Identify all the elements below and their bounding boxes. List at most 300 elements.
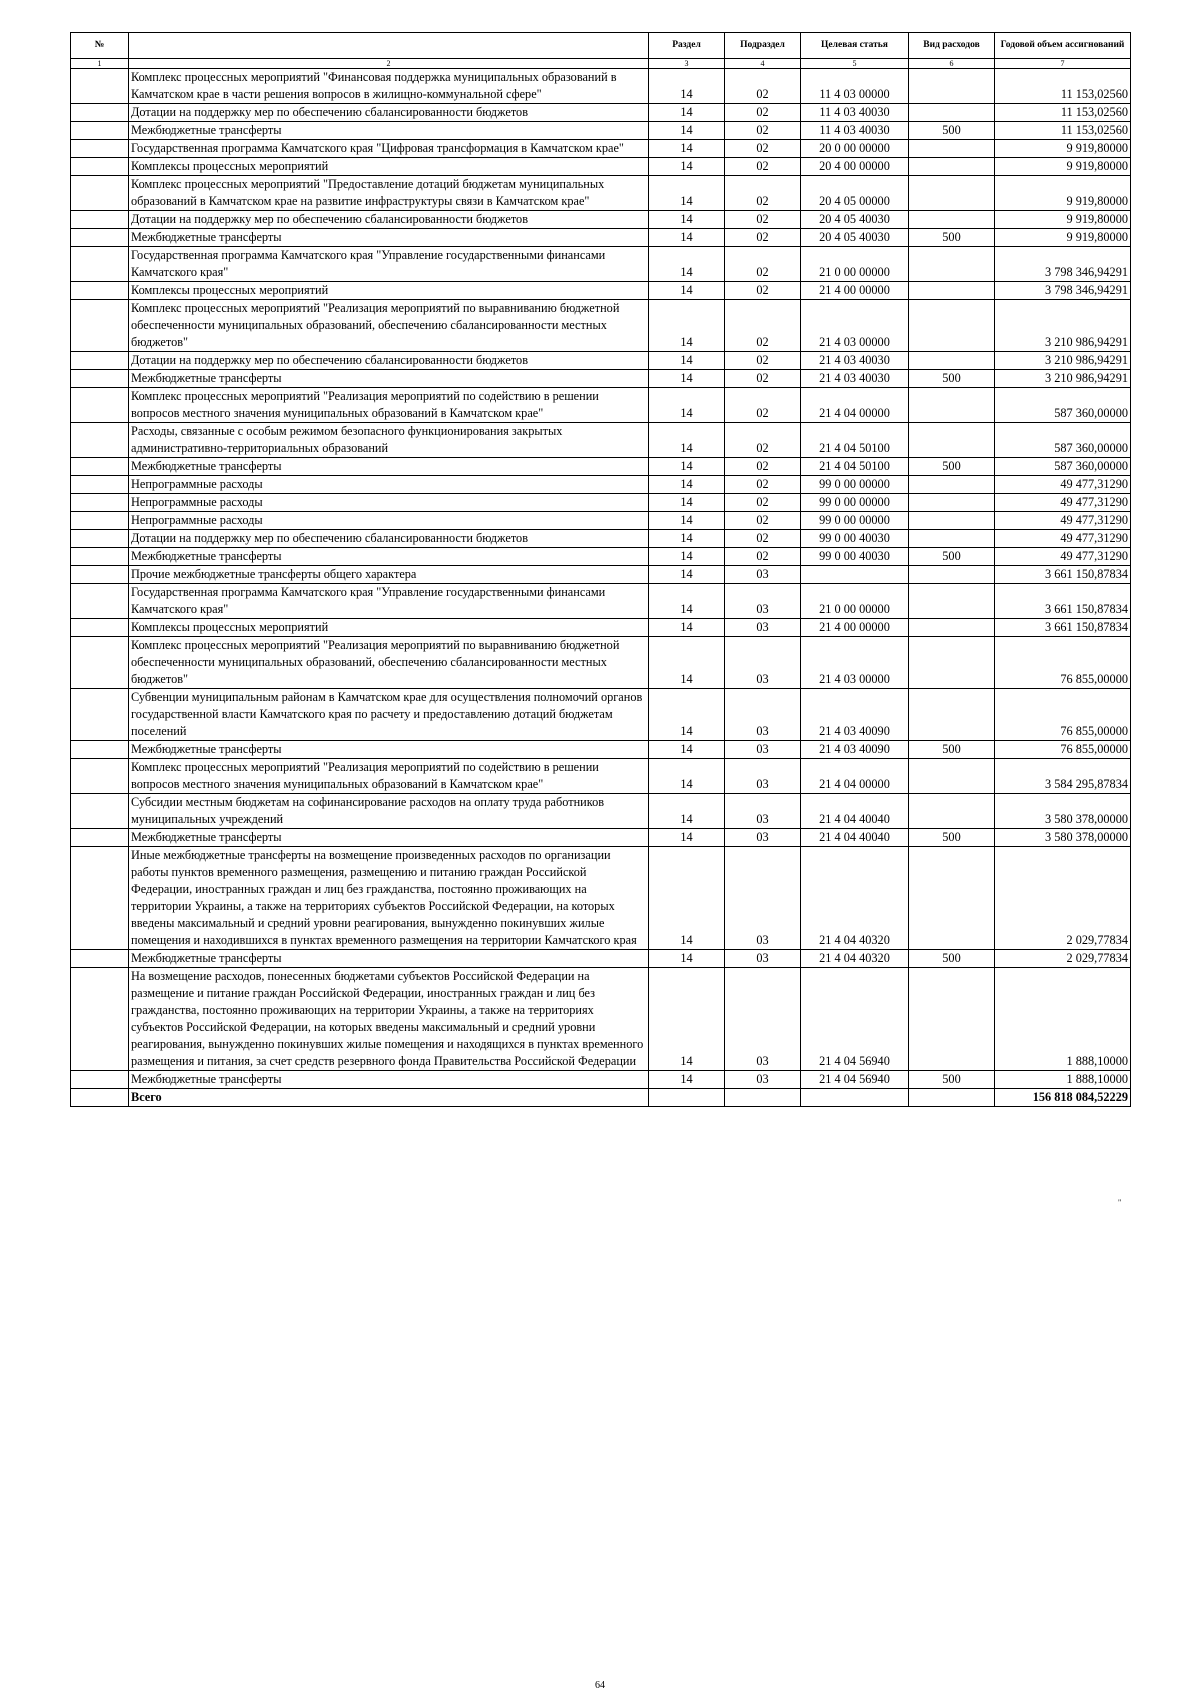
cell-subsection: 03 <box>725 829 801 847</box>
cell-exptype <box>909 423 995 458</box>
table-row <box>71 104 1131 122</box>
cell-section: 14 <box>649 637 725 689</box>
cell-amount: 11 153,02560 <box>995 122 1131 140</box>
cell-exptype <box>909 566 995 584</box>
cell-target: 99 0 00 00000 <box>801 476 909 494</box>
cell-amount: 587 360,00000 <box>995 423 1131 458</box>
colnum: 5 <box>801 59 909 69</box>
cell-no <box>71 950 129 968</box>
cell-section: 14 <box>649 229 725 247</box>
cell-name: Субсидии местным бюджетам на софинансирование расходов на оплату труда работников муниципальных учреждений <box>129 794 649 829</box>
cell-amount: 76 855,00000 <box>995 637 1131 689</box>
table-row <box>71 229 1131 247</box>
closing-quote-mark: " <box>1118 1198 1122 1207</box>
cell-amount: 9 919,80000 <box>995 229 1131 247</box>
cell-exptype <box>909 847 995 950</box>
cell-subsection: 02 <box>725 370 801 388</box>
cell-name: Комплекс процессных мероприятий "Предоставление дотаций бюджетам муниципальных образований в Камчатском крае на развитие инфраструктуры связи в Камчатском крае" <box>129 176 649 211</box>
cell-name: Межбюджетные трансферты <box>129 122 649 140</box>
cell-no <box>71 566 129 584</box>
cell-name: Межбюджетные трансферты <box>129 829 649 847</box>
cell-section: 14 <box>649 158 725 176</box>
cell-exptype <box>909 494 995 512</box>
page-number: 64 <box>595 1680 605 1691</box>
total-no-cell <box>71 1089 129 1107</box>
cell-subsection: 02 <box>725 122 801 140</box>
cell-no <box>71 689 129 741</box>
total-empty-cell <box>909 1089 995 1107</box>
cell-subsection: 03 <box>725 968 801 1071</box>
cell-target: 21 0 00 00000 <box>801 584 909 619</box>
total-amount: 156 818 084,52229 <box>995 1089 1131 1107</box>
cell-subsection: 02 <box>725 69 801 104</box>
cell-target: 21 4 04 40320 <box>801 950 909 968</box>
cell-no <box>71 1071 129 1089</box>
cell-exptype <box>909 968 995 1071</box>
table-row <box>71 211 1131 229</box>
cell-name: Комплекс процессных мероприятий "Финансовая поддержка муниципальных образований в Камчатском крае в части решения вопросов в жилищно-коммунальной сфере" <box>129 69 649 104</box>
cell-amount: 3 661 150,87834 <box>995 566 1131 584</box>
table-body <box>71 69 1131 1107</box>
cell-section: 14 <box>649 176 725 211</box>
cell-amount: 3 798 346,94291 <box>995 282 1131 300</box>
cell-exptype: 500 <box>909 1071 995 1089</box>
cell-exptype <box>909 176 995 211</box>
table-row <box>71 494 1131 512</box>
cell-target: 21 4 04 00000 <box>801 388 909 423</box>
cell-section: 14 <box>649 69 725 104</box>
cell-amount: 11 153,02560 <box>995 69 1131 104</box>
table-row <box>71 122 1131 140</box>
cell-name: Непрограммные расходы <box>129 494 649 512</box>
cell-target: 21 4 04 50100 <box>801 423 909 458</box>
cell-exptype <box>909 69 995 104</box>
cell-exptype: 500 <box>909 829 995 847</box>
cell-section: 14 <box>649 794 725 829</box>
cell-exptype: 500 <box>909 950 995 968</box>
cell-amount: 1 888,10000 <box>995 968 1131 1071</box>
cell-subsection: 02 <box>725 211 801 229</box>
cell-section: 14 <box>649 282 725 300</box>
cell-amount: 3 661 150,87834 <box>995 619 1131 637</box>
cell-amount: 587 360,00000 <box>995 458 1131 476</box>
cell-name: Межбюджетные трансферты <box>129 741 649 759</box>
table-row <box>71 689 1131 741</box>
cell-exptype <box>909 689 995 741</box>
cell-no <box>71 423 129 458</box>
cell-subsection: 02 <box>725 530 801 548</box>
cell-name: Государственная программа Камчатского края "Цифровая трансформация в Камчатском крае" <box>129 140 649 158</box>
cell-no <box>71 140 129 158</box>
cell-section: 14 <box>649 300 725 352</box>
header-subsection: Подраздел <box>725 33 801 59</box>
cell-subsection: 02 <box>725 104 801 122</box>
cell-subsection: 02 <box>725 352 801 370</box>
total-empty-cell <box>725 1089 801 1107</box>
cell-target: 21 4 00 00000 <box>801 619 909 637</box>
cell-target: 21 4 04 56940 <box>801 1071 909 1089</box>
table-row <box>71 619 1131 637</box>
cell-section: 14 <box>649 548 725 566</box>
cell-name: Комплекс процессных мероприятий "Реализация мероприятий по содействию в решении вопросов местного значения муниципальных образований в Камчатском крае" <box>129 759 649 794</box>
cell-name: Межбюджетные трансферты <box>129 370 649 388</box>
cell-name: Комплекс процессных мероприятий "Реализация мероприятий по содействию в решении вопросов местного значения муниципальных образований в Камчатском крае" <box>129 388 649 423</box>
cell-exptype <box>909 140 995 158</box>
cell-subsection: 02 <box>725 158 801 176</box>
cell-name: Субвенции муниципальным районам в Камчатском крае для осуществления полномочий органов государственной власти Камчатского края по расчету и предоставлению дотаций бюджетам поселений <box>129 689 649 741</box>
cell-no <box>71 637 129 689</box>
cell-exptype: 500 <box>909 548 995 566</box>
cell-subsection: 02 <box>725 300 801 352</box>
cell-exptype <box>909 352 995 370</box>
cell-subsection: 02 <box>725 388 801 423</box>
colnum: 3 <box>649 59 725 69</box>
cell-section: 14 <box>649 211 725 229</box>
cell-target: 20 4 05 40030 <box>801 211 909 229</box>
cell-amount: 3 210 986,94291 <box>995 352 1131 370</box>
cell-name: Государственная программа Камчатского края "Управление государственными финансами Камчатского края" <box>129 247 649 282</box>
cell-exptype <box>909 476 995 494</box>
cell-no <box>71 176 129 211</box>
cell-section: 14 <box>649 352 725 370</box>
cell-subsection: 03 <box>725 619 801 637</box>
cell-target: 11 4 03 40030 <box>801 104 909 122</box>
cell-target: 21 4 03 00000 <box>801 300 909 352</box>
cell-subsection: 02 <box>725 458 801 476</box>
cell-name: Дотации на поддержку мер по обеспечению сбалансированности бюджетов <box>129 104 649 122</box>
cell-amount: 49 477,31290 <box>995 512 1131 530</box>
cell-amount: 9 919,80000 <box>995 176 1131 211</box>
cell-name: Непрограммные расходы <box>129 512 649 530</box>
cell-target: 21 4 03 00000 <box>801 637 909 689</box>
cell-no <box>71 104 129 122</box>
table-row <box>71 512 1131 530</box>
cell-subsection: 03 <box>725 637 801 689</box>
table-row <box>71 794 1131 829</box>
cell-no <box>71 548 129 566</box>
table-row <box>71 352 1131 370</box>
table-row <box>71 158 1131 176</box>
cell-amount: 2 029,77834 <box>995 950 1131 968</box>
table-row <box>71 548 1131 566</box>
cell-subsection: 02 <box>725 548 801 566</box>
cell-section: 14 <box>649 829 725 847</box>
cell-subsection: 03 <box>725 794 801 829</box>
cell-no <box>71 229 129 247</box>
cell-amount: 1 888,10000 <box>995 1071 1131 1089</box>
total-empty-cell <box>801 1089 909 1107</box>
cell-exptype <box>909 247 995 282</box>
cell-target: 20 4 05 00000 <box>801 176 909 211</box>
cell-target: 21 4 04 40040 <box>801 794 909 829</box>
table-row <box>71 458 1131 476</box>
cell-name: Дотации на поддержку мер по обеспечению сбалансированности бюджетов <box>129 352 649 370</box>
table-row <box>71 584 1131 619</box>
cell-amount: 49 477,31290 <box>995 548 1131 566</box>
cell-no <box>71 69 129 104</box>
cell-amount: 49 477,31290 <box>995 494 1131 512</box>
cell-subsection: 03 <box>725 584 801 619</box>
cell-no <box>71 282 129 300</box>
table-row <box>71 847 1131 950</box>
cell-amount: 3 580 378,00000 <box>995 794 1131 829</box>
cell-target: 99 0 00 40030 <box>801 548 909 566</box>
table-row <box>71 247 1131 282</box>
cell-section: 14 <box>649 140 725 158</box>
table-row <box>71 968 1131 1071</box>
colnum: 4 <box>725 59 801 69</box>
cell-amount: 2 029,77834 <box>995 847 1131 950</box>
cell-exptype <box>909 300 995 352</box>
cell-no <box>71 476 129 494</box>
cell-no <box>71 158 129 176</box>
cell-section: 14 <box>649 530 725 548</box>
cell-no <box>71 741 129 759</box>
cell-section: 14 <box>649 584 725 619</box>
cell-subsection: 03 <box>725 759 801 794</box>
cell-section: 14 <box>649 388 725 423</box>
cell-name: Межбюджетные трансферты <box>129 950 649 968</box>
cell-section: 14 <box>649 122 725 140</box>
cell-subsection: 03 <box>725 741 801 759</box>
cell-subsection: 02 <box>725 229 801 247</box>
cell-no <box>71 388 129 423</box>
colnum: 7 <box>995 59 1131 69</box>
cell-name: Государственная программа Камчатского края "Управление государственными финансами Камчатского края" <box>129 584 649 619</box>
cell-target: 21 4 03 40090 <box>801 689 909 741</box>
cell-target: 21 4 03 40090 <box>801 741 909 759</box>
cell-exptype <box>909 388 995 423</box>
cell-subsection: 02 <box>725 476 801 494</box>
cell-name: Межбюджетные трансферты <box>129 548 649 566</box>
cell-name: Непрограммные расходы <box>129 476 649 494</box>
cell-section: 14 <box>649 689 725 741</box>
cell-section: 14 <box>649 619 725 637</box>
cell-section: 14 <box>649 1071 725 1089</box>
cell-subsection: 02 <box>725 494 801 512</box>
cell-target: 21 4 04 56940 <box>801 968 909 1071</box>
cell-no <box>71 352 129 370</box>
header-section: Раздел <box>649 33 725 59</box>
cell-name: Прочие межбюджетные трансферты общего характера <box>129 566 649 584</box>
cell-section: 14 <box>649 423 725 458</box>
cell-exptype <box>909 530 995 548</box>
cell-subsection: 02 <box>725 140 801 158</box>
cell-target: 99 0 00 00000 <box>801 512 909 530</box>
cell-exptype <box>909 512 995 530</box>
colnum: 2 <box>129 59 649 69</box>
cell-exptype: 500 <box>909 458 995 476</box>
cell-amount: 9 919,80000 <box>995 158 1131 176</box>
cell-target: 21 0 00 00000 <box>801 247 909 282</box>
cell-amount: 49 477,31290 <box>995 530 1131 548</box>
cell-subsection: 03 <box>725 950 801 968</box>
cell-target: 21 4 03 40030 <box>801 370 909 388</box>
cell-exptype: 500 <box>909 741 995 759</box>
cell-section: 14 <box>649 494 725 512</box>
cell-target: 21 4 03 40030 <box>801 352 909 370</box>
table-row <box>71 829 1131 847</box>
cell-section: 14 <box>649 512 725 530</box>
cell-no <box>71 794 129 829</box>
cell-target: 11 4 03 00000 <box>801 69 909 104</box>
cell-amount: 76 855,00000 <box>995 741 1131 759</box>
table-row <box>71 69 1131 104</box>
cell-target: 21 4 04 50100 <box>801 458 909 476</box>
header-row <box>71 33 1131 59</box>
cell-no <box>71 122 129 140</box>
table-row <box>71 476 1131 494</box>
column-number-row <box>71 59 1131 69</box>
cell-section: 14 <box>649 566 725 584</box>
cell-no <box>71 847 129 950</box>
cell-section: 14 <box>649 968 725 1071</box>
cell-target: 21 4 04 40320 <box>801 847 909 950</box>
cell-no <box>71 370 129 388</box>
table-row <box>71 140 1131 158</box>
cell-amount: 9 919,80000 <box>995 211 1131 229</box>
cell-subsection: 03 <box>725 566 801 584</box>
cell-target <box>801 566 909 584</box>
table-row <box>71 530 1131 548</box>
cell-no <box>71 211 129 229</box>
cell-amount: 587 360,00000 <box>995 388 1131 423</box>
table-row <box>71 741 1131 759</box>
cell-name: Межбюджетные трансферты <box>129 229 649 247</box>
cell-amount: 11 153,02560 <box>995 104 1131 122</box>
table-row <box>71 282 1131 300</box>
table-row <box>71 388 1131 423</box>
cell-exptype <box>909 637 995 689</box>
cell-section: 14 <box>649 458 725 476</box>
cell-exptype <box>909 158 995 176</box>
cell-amount: 9 919,80000 <box>995 140 1131 158</box>
cell-no <box>71 512 129 530</box>
cell-section: 14 <box>649 370 725 388</box>
cell-no <box>71 300 129 352</box>
cell-section: 14 <box>649 950 725 968</box>
cell-name: Комплексы процессных мероприятий <box>129 282 649 300</box>
cell-no <box>71 458 129 476</box>
cell-target: 20 4 00 00000 <box>801 158 909 176</box>
cell-name: Комплекс процессных мероприятий "Реализация мероприятий по выравниванию бюджетной обеспеченности муниципальных образований, обеспечению сбалансированности местных бюджетов" <box>129 637 649 689</box>
header-target: Целевая статья <box>801 33 909 59</box>
allocation-table <box>70 32 1131 1107</box>
colnum: 6 <box>909 59 995 69</box>
cell-target: 99 0 00 00000 <box>801 494 909 512</box>
cell-section: 14 <box>649 759 725 794</box>
cell-name: Межбюджетные трансферты <box>129 1071 649 1089</box>
cell-target: 11 4 03 40030 <box>801 122 909 140</box>
cell-section: 14 <box>649 104 725 122</box>
cell-section: 14 <box>649 247 725 282</box>
cell-name: Расходы, связанные с особым режимом безопасного функционирования закрытых административно-территориальных образований <box>129 423 649 458</box>
cell-exptype: 500 <box>909 122 995 140</box>
cell-amount: 3 210 986,94291 <box>995 370 1131 388</box>
table-row <box>71 950 1131 968</box>
cell-target: 21 4 04 00000 <box>801 759 909 794</box>
cell-exptype <box>909 584 995 619</box>
cell-exptype <box>909 211 995 229</box>
cell-exptype <box>909 619 995 637</box>
cell-exptype <box>909 794 995 829</box>
cell-exptype <box>909 104 995 122</box>
cell-exptype: 500 <box>909 370 995 388</box>
cell-no <box>71 247 129 282</box>
cell-exptype <box>909 282 995 300</box>
table-row <box>71 176 1131 211</box>
cell-section: 14 <box>649 476 725 494</box>
cell-exptype: 500 <box>909 229 995 247</box>
cell-amount: 3 584 295,87834 <box>995 759 1131 794</box>
cell-name: На возмещение расходов, понесенных бюджетами субъектов Российской Федерации на размещение и питание граждан Российской Федерации, иностранных граждан и лиц без гражданства, постоянно проживающих на территории Украины, а также на территориях субъектов Российской Федерации, на которых введены максимальный и средний уровни реагирования, вынужденно покинувших жилые помещения и находящихся в пунктах временного размещения и питания, за счет средств резервного фонда Правительства Российской Федерации <box>129 968 649 1071</box>
cell-name: Дотации на поддержку мер по обеспечению сбалансированности бюджетов <box>129 530 649 548</box>
cell-subsection: 02 <box>725 282 801 300</box>
cell-no <box>71 829 129 847</box>
table-row <box>71 759 1131 794</box>
header-no: № <box>71 33 129 59</box>
cell-no <box>71 494 129 512</box>
cell-amount: 3 661 150,87834 <box>995 584 1131 619</box>
table-row <box>71 1071 1131 1089</box>
cell-no <box>71 584 129 619</box>
cell-subsection: 03 <box>725 1071 801 1089</box>
cell-no <box>71 530 129 548</box>
total-empty-cell <box>649 1089 725 1107</box>
cell-name: Комплекс процессных мероприятий "Реализация мероприятий по выравниванию бюджетной обеспеченности муниципальных образований, обеспечению сбалансированности местных бюджетов" <box>129 300 649 352</box>
cell-target: 99 0 00 40030 <box>801 530 909 548</box>
header-name <box>129 33 649 59</box>
cell-amount: 3 798 346,94291 <box>995 247 1131 282</box>
cell-section: 14 <box>649 847 725 950</box>
cell-exptype <box>909 759 995 794</box>
header-exptype: Вид расходов <box>909 33 995 59</box>
cell-amount: 3 210 986,94291 <box>995 300 1131 352</box>
cell-target: 21 4 04 40040 <box>801 829 909 847</box>
cell-subsection: 03 <box>725 847 801 950</box>
cell-name: Иные межбюджетные трансферты на возмещение произведенных расходов по организации работы пунктов временного размещения, размещению и питанию граждан Российской Федерации, иностранных граждан и лиц без гражданства, постоянно проживающих на территории Украины, а также на территориях субъектов Российской Федерации, на которых введены максимальный и средний уровни реагирования, вынужденно покинувших жилые помещения и находившихся в пунктах временного размещения на территории Камчатского края <box>129 847 649 950</box>
cell-target: 21 4 00 00000 <box>801 282 909 300</box>
cell-amount: 76 855,00000 <box>995 689 1131 741</box>
total-label: Всего <box>129 1089 649 1107</box>
total-row <box>71 1089 1131 1107</box>
cell-amount: 49 477,31290 <box>995 476 1131 494</box>
cell-subsection: 02 <box>725 247 801 282</box>
table-row <box>71 637 1131 689</box>
cell-no <box>71 968 129 1071</box>
cell-target: 20 4 05 40030 <box>801 229 909 247</box>
cell-no <box>71 759 129 794</box>
cell-name: Межбюджетные трансферты <box>129 458 649 476</box>
cell-subsection: 02 <box>725 512 801 530</box>
cell-subsection: 02 <box>725 176 801 211</box>
cell-name: Комплексы процессных мероприятий <box>129 619 649 637</box>
cell-subsection: 02 <box>725 423 801 458</box>
table-row <box>71 566 1131 584</box>
table-row <box>71 370 1131 388</box>
budget-sheet <box>70 32 1130 1107</box>
cell-subsection: 03 <box>725 689 801 741</box>
header-amount: Годовой объем ассигнований <box>995 33 1131 59</box>
table-row <box>71 423 1131 458</box>
cell-section: 14 <box>649 741 725 759</box>
cell-amount: 3 580 378,00000 <box>995 829 1131 847</box>
cell-name: Дотации на поддержку мер по обеспечению сбалансированности бюджетов <box>129 211 649 229</box>
colnum: 1 <box>71 59 129 69</box>
cell-name: Комплексы процессных мероприятий <box>129 158 649 176</box>
cell-no <box>71 619 129 637</box>
table-row <box>71 300 1131 352</box>
